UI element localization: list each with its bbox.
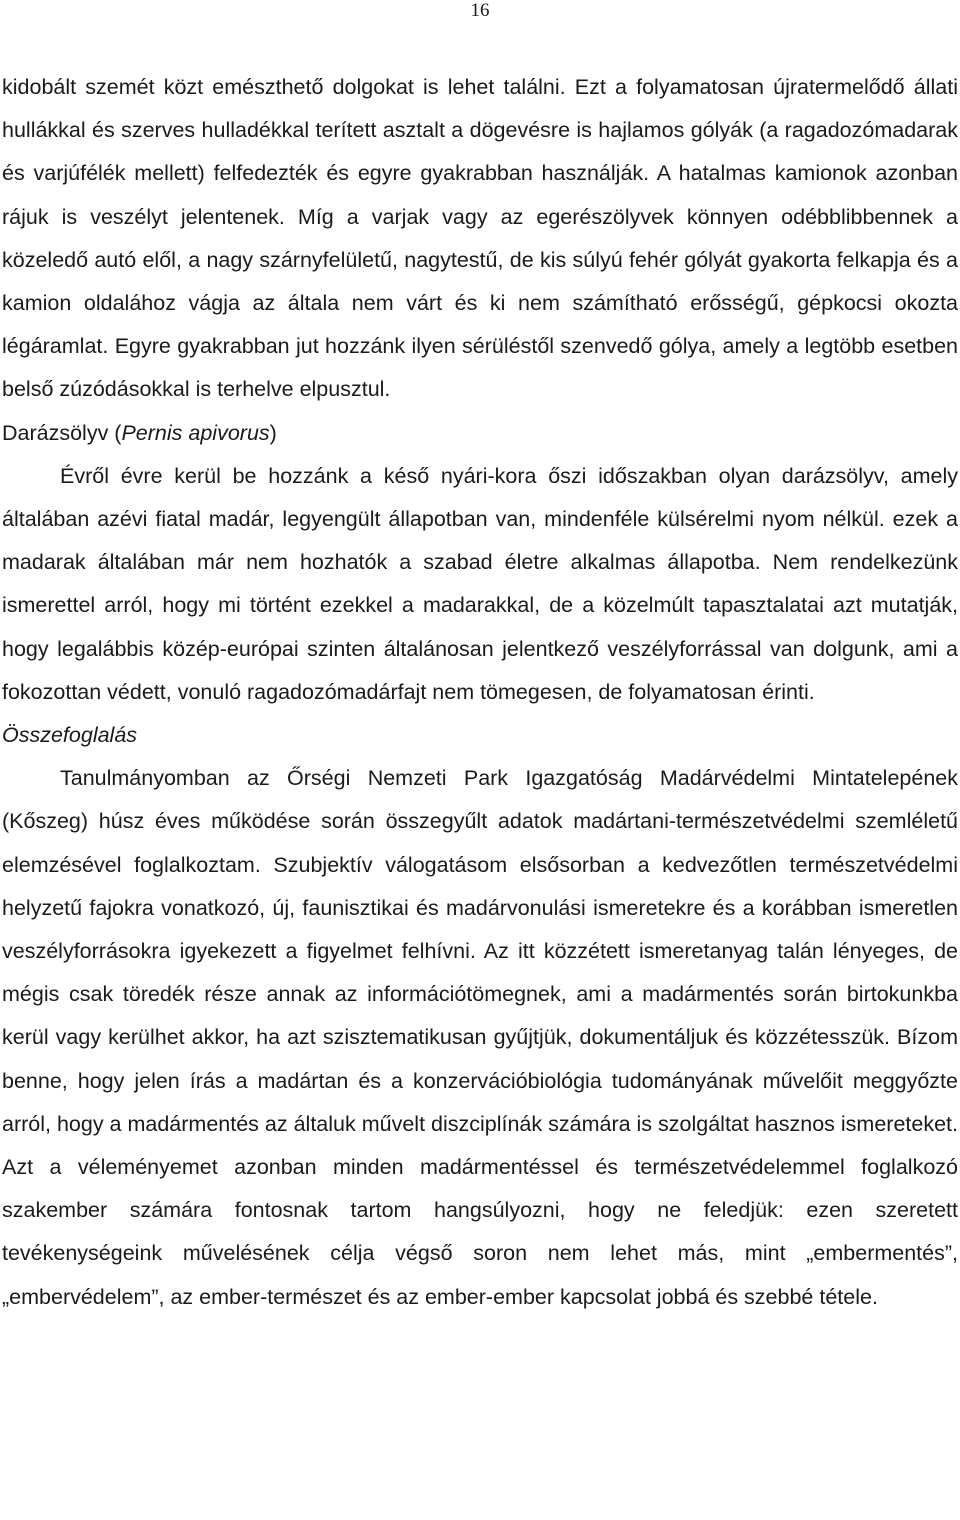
darazsolyv-paragraph: Évről évre kerül be hozzánk a késő nyári-kora őszi időszakban olyan darázsölyv, amely általában azévi fiatal madár, legyengült állapotban van, mindenféle külsérelmi nyom nélkül. ezek a madarak általában már nem hozhatók a szabad életre alkalmas állapotba. Nem rendelkezünk ismerettel arról, hogy mi történt ezekkel a madarakkal, de a közelmúlt tapasztalatai azt mutatják, hogy legalábbis közép-európai szinten általánosan jelentkező veszélyforrással van dolgunk, ami a fokozottan védett, vonuló ragadozómadárfajt nem tömegesen, de folyamatosan érinti. bbox=[2, 463, 958, 704]
darazsolyv-latin-name: Pernis apivorus bbox=[121, 420, 270, 445]
page-number: 16 bbox=[470, 0, 490, 21]
summary-heading: Összefoglalás bbox=[2, 723, 138, 748]
page-body bbox=[2, 66, 958, 1319]
intro-paragraph: kidobált szemét közt emészthető dolgokat is lehet találni. Ezt a folyamatosan újratermelődő állati hullákkal és szerves hulladékkal terített asztalt a dögevésre is hajlamos gólyák (a ragadozómadarak és varjúfélék mellett) felfedezték és egyre gyakrabban használják. A hatalmas kamionok azonban rájuk is veszélyt jelentenek. Míg a varjak vagy az egerészölyvek könnyen odébblibbennek a közeledő autó elől, a nagy szárnyfelületű, nagytestű, de kis súlyú fehér gólyát gyakorta felkapja és a kamion oldalához vágja az általa nem várt és ki nem számítható erősségű, gépkocsi okozta légáramlat. Egyre gyakrabban jut hozzánk ilyen sérüléstől szenvedő gólya, amely a legtöbb esetben belső zúzódásokkal is terhelve elpusztul. bbox=[2, 75, 958, 402]
darazsolyv-heading-name: Darázsölyv ( bbox=[2, 420, 122, 445]
darazsolyv-heading-close: ) bbox=[269, 420, 277, 445]
darazsolyv-heading bbox=[2, 412, 958, 455]
summary-paragraph: Tanulmányomban az Őrségi Nemzeti Park Igazgatóság Madárvédelmi Mintatelepének (Kőszeg) húsz éves működése során összegyűlt adatok madártani-természetvédelmi szemléletű elemzésével foglalkoztam. Szubjektív válogatásom elsősorban a kedvezőtlen természetvédelmi helyzetű fajokra vonatkozó, új, faunisztikai és madárvonulási ismeretekre és a korábban ismeretlen veszélyforrásokra igyekezett a figyelmet felhívni. Az itt közzétett ismeretanyag talán lényeges, de mégis csak töredék része annak az információtömegnek, ami a madármentés során birtokunkba kerül vagy kerülhet akkor, ha azt szisztematikusan gyűjtjük, dokumentáljuk és közzétesszük. Bízom benne, hogy jelen írás a madártan és a konzervációbiológia tudományának művelőit meggyőzte arról, hogy a madármentés az általuk művelt diszciplínák számára is szolgáltat hasznos ismereteket. Azt a véleményemet azonban minden madármentéssel és természetvédelemmel foglalkozó szakember számára fontosnak tartom hangsúlyozni, hogy ne feledjük: ezen szeretett tevékenységeink művelésének célja végső soron nem lehet más, mint „embermentés”, „embervédelem”, az ember-természet és az ember-ember kapcsolat jobbá és szebbé tétele. bbox=[2, 766, 958, 1309]
